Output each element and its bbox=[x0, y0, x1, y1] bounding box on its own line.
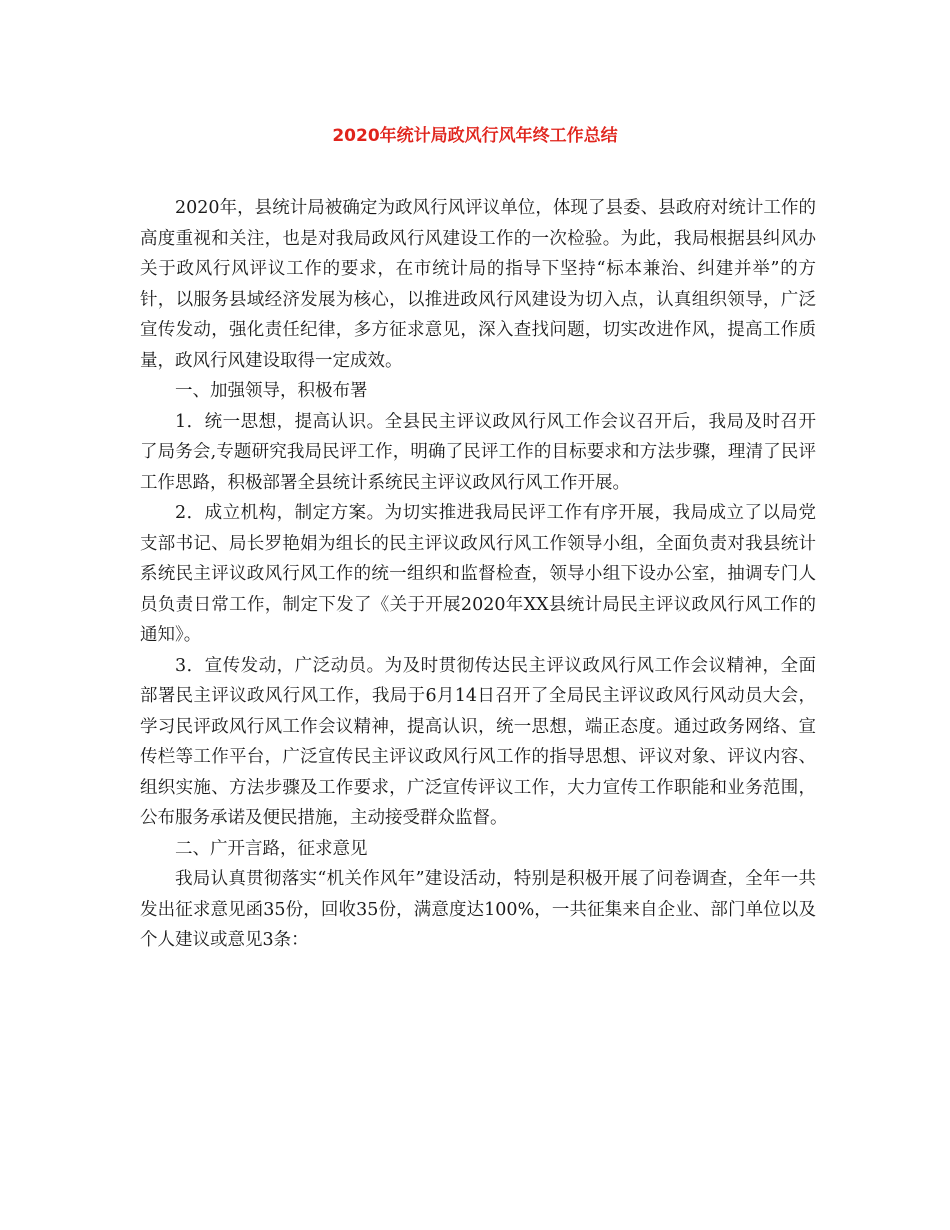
paragraph-item-2: 2．成立机构，制定方案。为切实推进我局民评工作有序开展，我局成立了以局党支部书记、局长罗艳娟为组长的民主评议政风行风工作领导小组，全面负责对我县统计系统民主评议政风行风工作的统一组织和监督检查，领导小组下设办公室，抽调专门人员负责日常工作，制定下发了《关于开展2020年XX县统计局民主评议政风行风工作的通知》。 bbox=[140, 503, 816, 645]
paragraph-item-1: 1．统一思想，提高认识。全县民主评议政风行风工作会议召开后，我局及时召开了局务会,专题研究我局民评工作，明确了民评工作的目标要求和方法步骤，理清了民评工作思路，积极部署全县统计系统民主评议政风行风工作开展。 bbox=[140, 411, 816, 493]
paragraph-item-3: 3．宣传发动，广泛动员。为及时贯彻传达民主评议政风行风工作会议精神，全面部署民主评议政风行风工作，我局于6月14日召开了全局民主评议政风行风动员大会，学习民评政风行风工作会议精神，提高认识，统一思想，端正态度。通过政务网络、宣传栏等工作平台，广泛宣传民主评议政风行风工作的指导思想、评议对象、评议内容、组织实施、方法步骤及工作要求，广泛宣传评议工作，大力宣传工作职能和业务范围，公布服务承诺及便民措施，主动接受群众监督。 bbox=[140, 655, 816, 828]
section-heading-1: 一、加强领导，积极布署 bbox=[175, 381, 368, 401]
paragraph-intro: 2020年，县统计局被确定为政风行风评议单位，体现了县委、县政府对统计工作的高度重视和关注，也是对我局政风行风建设工作的一次检验。为此，我局根据县纠风办关于政风行风评议工作的要求，在市统计局的指导下坚持“标本兼治、纠建并举”的方针，以服务县域经济发展为核心，以推进政风行风建设为切入点，认真组织领导，广泛宣传发动，强化责任纪律，多方征求意见，深入查找问题，切实改进作风，提高工作质量，政风行风建设取得一定成效。 bbox=[140, 198, 816, 371]
paragraph-survey: 我局认真贯彻落实“机关作风年”建设活动，特别是积极开展了问卷调查，全年一共发出征求意见函35份，回收35份，满意度达100%，一共征集来自企业、部门单位以及个人建议或意见3条： bbox=[140, 869, 816, 950]
document-body bbox=[140, 193, 816, 956]
section-heading-2: 二、广开言路，征求意见 bbox=[175, 838, 368, 859]
document-title: 2020年统计局政风行风年终工作总结 bbox=[332, 126, 618, 146]
